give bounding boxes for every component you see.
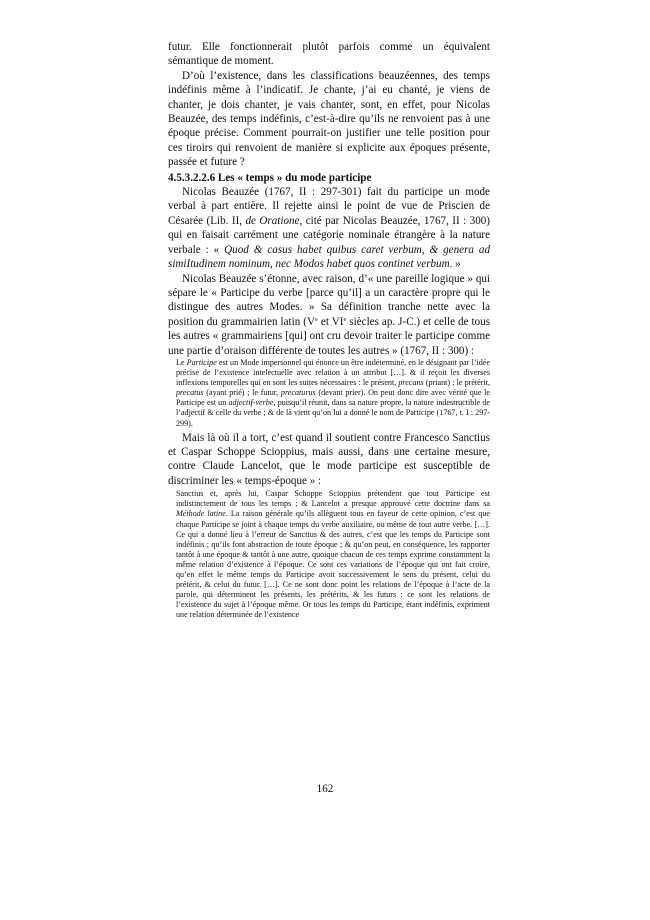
paragraph-1: futur. Elle fonctionnerait plutôt parfois comme un équivalent sémantique de moment. — [168, 41, 490, 68]
paragraph-3: Nicolas Beauzée (1767, II : 297-301) fait du participe un mode verbal à part entière. Il rejette ainsi le point de vue de Priscien de Césarée (Lib. II, de Oratione, cité par Nicolas Beauzée, 1767, II : 300) qui en faisait carrément une catégorie nominale étrangère à la nature verbale : « Quod & casus habet quibus caret verbum, & genera ad simiItudinem nominum, nec Modos habet quos continet verbum. » — [168, 186, 490, 271]
block-quote-1: Le Participe est un Mode impersonnel qui énonce un être indéterminé, en le désignant par l’idée précise de l’existence intelectuelle avec relation à un attribut […]. & il reçoit les diverses inflexions temporelles qui en sont les suites nécessaires : le présent, precans (priant) ; le prétérit, precatus (ayant prié) ; le futur, precaturus (devant prier). On peut donc dire avec vérité que le Participe est un adjectif-verbe, puisqu’il réunit, dans sa nature propre, la nature indestructible de l’adjectif & celle du verbe ; & de là vient qu’on lui a donné le nom de Participe (1767, t. I : 297-299). — [176, 357, 490, 428]
paragraph-4: Nicolas Beauzée s’étonne, avec raison, d’« une pareille logique » qui sépare le « Participe du verbe [parce qu’il] a un caractère propre qui le distingue des autres Modes. » Sa définition tranche nette avec la position du grammairien latin (Ve et VIe siècles ap. J-C.) et celle de tous les autres « grammairiens [qui] ont cru devoir traiter le participe comme une partie d’oraison différente de toutes les autres » (1767, II : 300) : — [168, 272, 491, 357]
paragraph-2: D’où l’existence, dans les classifications beauzéennes, des temps indéfinis même à l’indicatif. Je chante, j’ai eu chanté, je viens de chanter, je dois chanter, je vais chanter, sont, en effet, pour Nicolas Beauzée, des temps indéfinis, c’est-à-dire qu’ils ne renvoient pas à une époque précise. Comment pourrait-on justifier une telle position pour ces tiroirs qui renvoient de manière si explicite aux époques présente, passée et future ? — [168, 69, 490, 169]
page-number: 162 — [316, 783, 334, 795]
page-content — [168, 40, 490, 622]
section-heading: 4.5.3.2.2.6 Les « temps » du mode participe — [168, 171, 372, 184]
block-quote-2: Sanctius et, après lui, Caspar Schoppe Scioppius prétendent que tout Participe est indistinctement de tous les temps ; & Lancelot a presque approuvé cette doctrine dans sa Méthode latine. La raison générale qu’ils allèguent tous en faveur de cette opinion, c’est que chaque Participe se joint à chaque temps du verbe auxiliaire, ou même de tout autre verbe. […]. Ce qui a donné lieu à l’erreur de Sanctius & des autres, c’est que les temps du Participe sont indéfinis ; qu’ils font abstraction de toute époque ; & qu’on peut, en conséquence, les rapporter tantôt à une époque & tantôt à une autre, quoique chacun de ces temps exprime constamment la même relation d’existence à l’époque. Ce sont ces variations de l’époque qui ont fait croire, qu’en effet le même temps du Participe avoit successivement le sens du présent, celui du prétérit, & celui du futur. […]. Ce ne sont donc point les relations de l’époque à l’acte de la parole, qui déterminent les présents, les prétérits, & les futurs : ce sont les relations de l’existence du sujet à l’époque même. Or tous les temps du Participe, étant indéfinis, expriment une relation déterminée de l’existence — [176, 489, 490, 620]
paragraph-5: Mais là où il a tort, c’est quand il soutient contre Francesco Sanctius et Caspar Schoppe Scioppius, mais aussi, dans une certaine mesure, contre Claude Lancelot, que le mode participe est susceptible de discriminer les « temps-époque » : — [168, 431, 490, 487]
